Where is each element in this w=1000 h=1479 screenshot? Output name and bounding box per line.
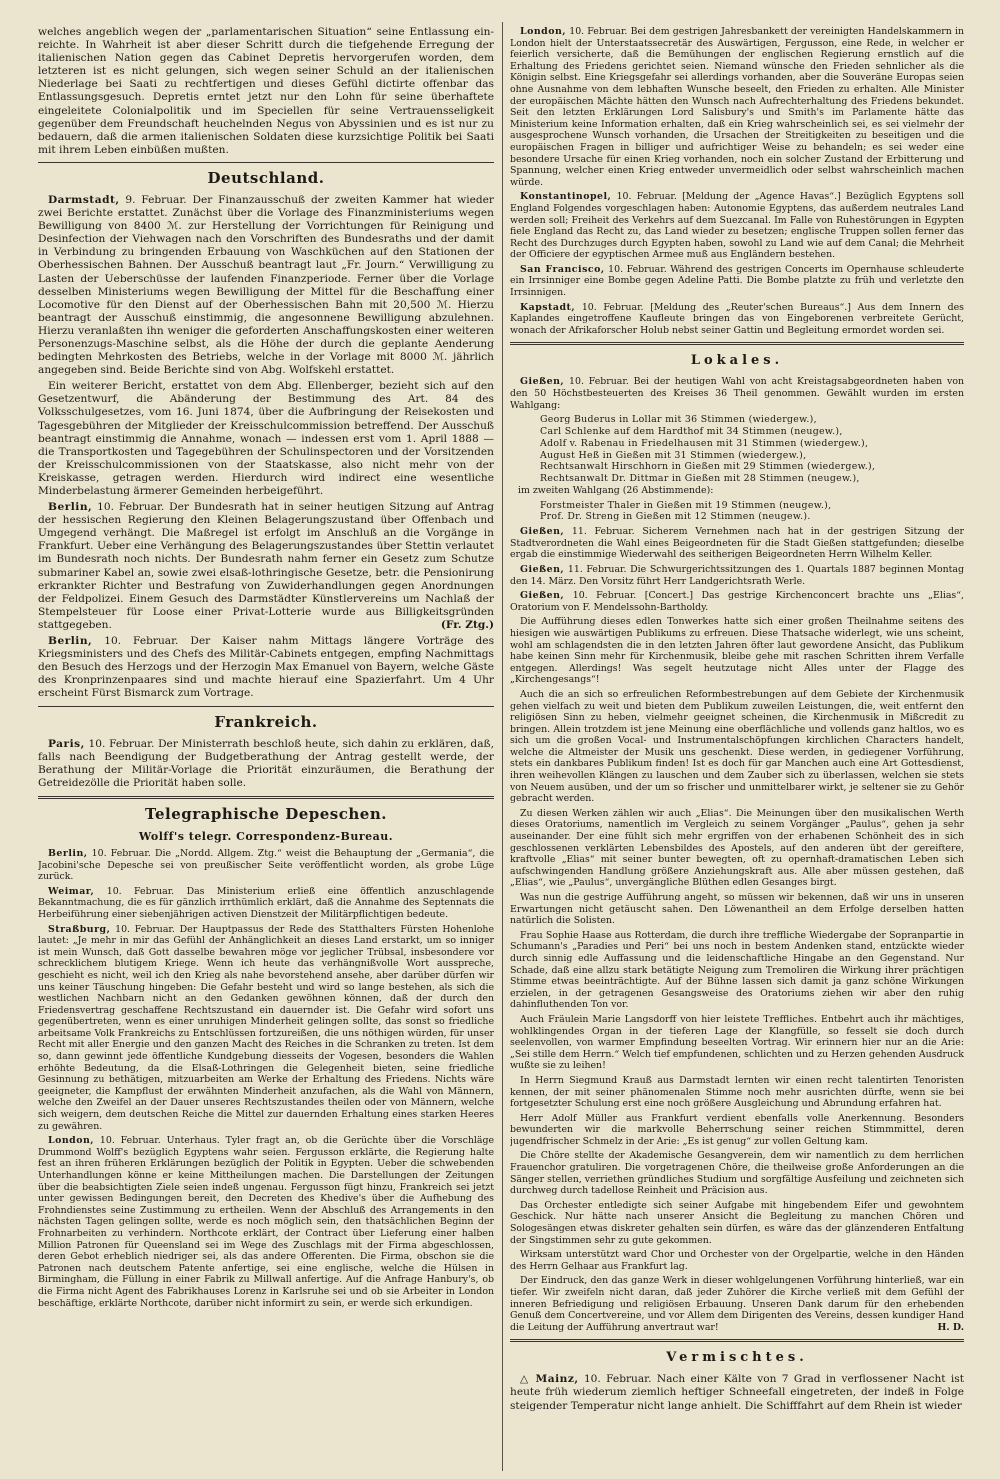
concert-paragraph: Frau Sophie Haase aus Rotterdam, die durch ihre treffliche Wiedergabe der Sopranpartie in Schumann's „Paradies und Peri“ bei uns noch in bestem Andenken stand, entzückte wieder durch sinnig edle Auffassung und die leidenschaftliche Hingabe an den Gegenstand. Nur Schade, daß eine allzu stark betätigte Neigung zum Tremoliren die Wirkung ihrer prächtigen Stimme etwas beeinträchtigte. Auf der Bühne lassen sich damit ja ganz schöne Wirkungen erzielen, in der getragenen Gesangsweise des Oratoriums ziehen wir aber den ruhig dahinfluthenden Ton vor.: [510, 929, 964, 1011]
section-title-france: Frankreich.: [214, 712, 318, 731]
article-date: 10. Februar.: [569, 26, 628, 37]
concert-paragraph: In Herrn Siegmund Krauß aus Darmstadt lernten wir einen recht talentirten Tenoristen kennen, der mit seiner phänomenalen Stimme noch mehr ausrichten dürfte, wenn sie bei fortgesetzter Schulung erst eine noch größere Ausgleichung und Abrundung erfahren hat.: [510, 1074, 964, 1110]
article-date: 11. Februar.: [567, 563, 627, 575]
candidate-entry: Georg Buderus in Lollar mit 36 Stimmen (wiedergew.),: [540, 414, 817, 426]
article-text: [Meldung des „Reuter'schen Bureaus“.] Aus dem Innern des Kaplandes eingetroffene Kaufleute bringen das von Eingeborenen verbreitete Gerücht, wonach der Afrikaforscher Holub nebst seiner Gattin und Begleitung ermordet worden sei.: [510, 301, 964, 336]
article-place: Paris,: [48, 737, 85, 750]
candidate-entry: Rechtsanwalt Hirschhorn in Gießen mit 29 Stimmen (wiedergew.),: [540, 461, 876, 473]
author-signature: H. D.: [937, 1321, 964, 1333]
article-giessen-schwurgericht: [510, 564, 964, 587]
article-place: Berlin,: [48, 847, 88, 859]
section-title-local: Lokales.: [690, 353, 784, 369]
article-place: Gießen,: [520, 590, 565, 602]
article-date: 10. Februar.: [115, 923, 175, 935]
telegram-list: [38, 848, 494, 1309]
article-place: Mainz,: [535, 1373, 579, 1386]
candidate-entry: Prof. Dr. Streng in Gießen mit 12 Stimmen (neugew.).: [540, 511, 811, 523]
candidate-entry: Carl Schlenke auf dem Hardthof mit 34 Stimmen (neugew.),: [540, 426, 843, 438]
section-divider: [510, 342, 964, 345]
article-text: Nach einer Kälte von 7 Grad in verflossener Nacht ist heute früh wiederum ziemlich heftiger Schneefall eingetreten, der indeß in Folge steigender Temperatur nicht lange anhielt. Die Schifffahrt auf dem Rhein ist wieder: [510, 1373, 964, 1412]
concert-paragraph: Die Chöre stellte der Akademische Gesangverein, dem wir namentlich zu dem herrlichen Frauenchor gratuliren. Die vorgetragenen Chöre, die theilweise große Anforderungen an die Sänger stellen, verriethen gründliches Studium und sorgfältige Ausfeilung und zeichneten sich durchweg durch tadellose Reinheit und Präcision aus.: [510, 1150, 964, 1197]
article-place: London,: [520, 26, 567, 37]
second-ballot-label: im zweiten Wahlgang (26 Abstimmende):: [518, 485, 714, 496]
section-title-telegrams: Telegraphische Depeschen.: [145, 804, 387, 823]
article-darmstadt-cont: [38, 380, 494, 498]
article-text: Während des gestrigen Concerts im Opernhause schleuderte ein Irrsinniger eine Bombe gegen Adeline Patti. Die Bombe platzte zu früh und verletzte den Irrsinnigen.: [510, 263, 964, 299]
concert-paragraph: Herr Adolf Müller aus Frankfurt verdient ebenfalls volle Anerkennung. Besonders bewunderten wir die markvolle Beherrschung seiner reichen Stimmmittel, deren jugendfrischer Schmelz in der Arie: „Es ist genug“ zur vollen Geltung kam.: [510, 1112, 964, 1147]
telegram-london-bankett: [510, 26, 964, 188]
article-text: Bei dem gestrigen Jahresbankett der vereinigten Handelskammern in London hielt der Unterstaatssecretär des Auswärtigen, Fergusson, eine Rede, in welcher er feierlich versicherte, daß die Bemühungen der englischen Regierung ernstlich auf die Erhaltung des Friedens gerichtet seien. Niemand wünsche den Frieden sehnlicher als die Königin selbst. Eine Kriegsgefahr sei allerdings vorhanden, aber die Souveräne Europas seien ohne Ausnahme von dem lebhaften Wunsche beseelt, den Frieden zu erhalten. Alle Minister der europäischen Mächte hätten den Wunsch nach Aufrechterhaltung des Friedens bekundet. Seit den letzten Erklärungen Lord Salisbury's und Smith's im Parlamente hätte das Ministerium keine Information erhalten, daß ein Krieg wahrscheinlich sei, es sei vielmehr der ausgesprochene Wunsch vorhanden, die Ursachen der Streitigkeiten zu beseitigen und die europäischen Fragen in billiger und aufrichtiger Weise zu behandeln; es sei weder eine besondere Ursache für einen Krieg vorhanden, noch ein solcher Zustand der Erbitterung und Spannung, welcher einen Krieg entweder unvermeidlich oder selbst wahrscheinlich machen würde.: [510, 26, 964, 188]
article-giessen-beigeordneter: [510, 526, 964, 561]
article-text: Die „Nordd. Allgem. Ztg.“ weist die Behauptung der „Germania“, die Jacobini'sche Depesche sei von preußischer Seite veröffentlicht worden, als grobe Lüge zurück.: [38, 847, 494, 883]
article-berlin-2: [38, 635, 494, 700]
article-place: San Francisco,: [520, 263, 605, 275]
article-mainz: [510, 1373, 964, 1412]
left-column: [38, 26, 494, 1471]
section-title-misc: Vermischtes.: [666, 1350, 808, 1366]
article-text: Das Ministerium erließ eine öffentlich anzuschlagende Bekanntmachung, die es für gänzlich irrthümlich erklärt, daß die Annahme des Septennats die Herbeiführung einer siebenjährigen activen Dienstzeit der Militärpflichtigen bedeute.: [38, 885, 494, 920]
article-date: 10. Februar.: [581, 301, 644, 313]
article-date: 10. Februar.: [91, 847, 151, 859]
section-divider: [38, 162, 494, 163]
telegram-san-francisco: [510, 264, 964, 299]
intro-paragraph: welches angeblich wegen der „parlamentarischen Situation“ seine Entlassung ein-reichte. In Wahrheit ist aber dieser Schritt durch die tiefgehende Erregung der italienischen Nation gegen das Cabinet Depretis hervorgerufen worden, dem letzteren ist es nicht gelungen, sich wegen seiner Schuld an der italienischen Niederlage bei Saati zu rechtfertigen und dieses Gefühl dictirte offenbar das Entlassungsgesuch. Depretis erntet jetzt nur den Lohn für seine überhaftete eingeleitete Colonialpolitik und im Speciellen für seine Vertrauensseligkeit gegenüber dem Freundschaft heuchelnden Negus von Abyssinien und es ist nur zu bedauern, daß die armen italienischen Soldaten diese kurzsichtige Politik bei Saati mit ihrem Leben einbüßen mußten.: [38, 26, 494, 156]
article-text: Der Bundesrath hat in seiner heutigen Sitzung auf Antrag der hessischen Regierung den Kleinen Belagerungszustand über Offenbach und Umgegend verhängt. Die Maßregel ist erfolgt im Anschluß an die Vorgänge in Frankfurt. Ueber eine Verhängung des Belagerungszustandes über Stettin verlautet im Bundesrath noch nichts. Der Bundesrath nahm ferner ein Gesetz zum Schutze submariner Kabel an, sowie zwei elsaß-lothringische Gesetze, betr. die Pensionirung erkrankter Richter und Bestrafung von Zuwiderhandlungen gegen Anordnungen der Feldpolizei. Einem Gesuch des Darmstädter Künstlervereins um Nachlaß der Stempelsteuer für Loose einer Privat-Lotterie wurde aus Billigkeitsgründen stattgegeben.: [38, 501, 494, 631]
telegram-london: [38, 1135, 494, 1309]
candidate-entry: August Heß in Gießen mit 31 Stimmen (wiedergew.),: [540, 449, 807, 461]
right-column: [510, 26, 964, 1471]
telegram-strassburg: [38, 924, 494, 1133]
article-place: Weimar,: [48, 885, 95, 897]
concert-paragraph: Auch Fräulein Marie Langsdorff von hier leistete Treffliches. Entbehrt auch ihr mächtiges, wohlklingendes Organ in der tieferen Lage der Klangfülle, so fesselt sie doch durch seelenvollen, von warmer Empfindung beseelten Vortrag. Wir erinnern hier nur an die Arie: „Sei stille dem Herrn.“ Welch tief empfundenen, schlichten und zu Herzen gehenden Ausdruck wußte sie zu leihen!: [510, 1013, 964, 1072]
article-date: 10. Februar.: [583, 1373, 652, 1386]
article-text: Der Hauptpassus der Rede des Statthalters Fürsten Hohenlohe lautet: „Je mehr in mir das Gefühl der Anhänglichkeit an dieses Land erstarkt, um so inniger ist mein Wunsch, daß Gott dasselbe bewahren möge vor jeglicher Trübsal, insbesondere vor schrecklichem blutigem Kriege. Wenn ich heute das verhängnißvolle Wort ausspreche, geschieht es nicht, weil ich den Krieg als nahe bevorstehend ansehe, aber darüber dürfen wir uns keiner Täuschung hingeben: Die Gefahr besteht und wird so lange bestehen, als sich die westlichen Nachbarn nicht an den Gedanken gewöhnen können, daß der durch den Friedensvertrag geschaffene Rechtszustand ein dauernder ist. Die Gefahr wird sofort uns gegenübertreten, wenn es einer unruhigen Minderheit gelingen sollte, das sonst so friedliche arbeitsame Volk Frankreichs zu Entschlüssen fortzureißen, die uns nöthigen würden, für unser Recht mit aller Energie und den ganzen Macht des Reiches in die Schranken zu treten. Ist dem so, dann gewinnt jede öffentliche Kundgebung diesseits der Vogesen, besonders die Wahlen erhöhte Bedeutung, da die Elsaß-Lothringen die Gelegenheit bieten, seine friedliche Gesinnung zu bethätigen, mitzuarbeiten am Werke der Erhaltung des Friedens. Nichts wäre geeigneter, die Kampflust der erwähnten Minderheit anzufachen, als die Wahl von Männern, welche den Zweifel an der Dauer unseres Rechtszustandes theilen oder von Männern, welche sich weigern, dem deutschen Reiche die Mittel zur dauernden Erhaltung eines starken Heeres zu gewähren.: [38, 923, 494, 1132]
article-text: Der Ministerrath beschloß heute, sich dahin zu erklären, daß, falls nach Beendigung der Budgetberathung der Antrag gestellt werde, der Berathung der Militär-Vorlage die Priorität einzuräumen, die Berathung der Getreidezölle die Priorität haben solle.: [38, 737, 494, 789]
telegram-list-continued: [510, 26, 964, 336]
article-giessen-concert: [510, 590, 964, 613]
article-place: Berlin,: [48, 501, 93, 514]
article-date: 10. Februar.: [616, 191, 677, 203]
candidate-entry: Adolf v. Rabenau in Friedelhausen mit 31 Stimmen (wiedergew.),: [540, 437, 869, 449]
concert-paragraph-text: Der Eindruck, den das ganze Werk in dieser wohlgelungenen Vorführung hinterließ, war ein tiefer. Wir zweifeln nicht daran, daß jeder Zuhörer die Kirche verließ mit dem Gefühl der inneren Befriedigung und religiösen Erbauung. Unseren Dank darum für den erhebenden Genuß dem Concertvereine, und vor Allem dem Dirigenten des Vereins, dessen kundiger Hand die Leitung der Aufführung anvertraut war!: [510, 1275, 964, 1333]
article-place: Konstantinopel,: [520, 191, 612, 203]
section-divider: [38, 796, 494, 799]
article-berlin-1: [38, 501, 494, 632]
candidate-entry: Forstmeister Thaler in Gießen mit 19 Stimmen (neugew.),: [540, 499, 832, 511]
article-date: 10. Februar.: [99, 1135, 161, 1147]
article-text: Bei der heutigen Wahl von acht Kreistagsabgeordneten haben von den 50 Höchstbesteuerten des Kreises 36 Theil genommen. Gewählt wurden im ersten Wahlgang:: [510, 376, 964, 411]
local-news: [510, 376, 964, 1333]
article-place: Gießen,: [520, 376, 565, 388]
article-date: 11. Februar.: [571, 526, 635, 538]
section-subtitle-telegrams: Wolff's telegr. Correspondenz-Bureau.: [138, 829, 394, 843]
article-place: Gießen,: [520, 526, 565, 538]
concert-paragraph: Die Aufführung dieses edlen Tonwerkes hatte sich einer großen Theilnahme seitens des hiesigen wie auswärtigen Publikums zu erfreuen. Diese Thatsache widerlegt, wie uns scheint, wohl am schlagendsten die in den letzten Jahren öfter laut gewordene Ansicht, das Publikum habe keinen Sinn mehr für Kirchenmusik, bleibe gehe mit raschen Schritten ihrem Verfalle entgegen. Allerdings! Was segelt heutzutage nicht Alles unter der Flagge des „Kirchengesangs“!: [510, 616, 964, 686]
article-text: Die Schwurgerichtssitzungen des 1. Quartals 1887 beginnen Montag den 14. März. Den Vorsitz führt Herr Landgerichtsrath Werle.: [510, 563, 964, 587]
article-paris: [38, 738, 494, 790]
concert-paragraph: Was nun die gestrige Aufführung angeht, so müssen wir bekennen, daß wir uns in unseren Erwartungen nicht getäuscht sahen. Den Löwenantheil an dem Erfolge derselben hatten natürlich die Solisten.: [510, 892, 964, 927]
telegram-konstantinopel: [510, 191, 964, 261]
article-text: [Concert.] Das gestrige Kirchenconcert brachte uns „Elias“, Oratorium von F. Mendelssohn-Bartholdy.: [510, 590, 964, 613]
triangle-marker-icon: △: [520, 1373, 531, 1386]
column-divider: [502, 22, 503, 1471]
article-place: Darmstadt,: [48, 193, 120, 206]
article-date: 10. Februar.: [608, 263, 667, 275]
article-place: Straßburg,: [48, 923, 111, 935]
article-date: 10. Februar.: [97, 501, 165, 514]
telegram-kapstadt: [510, 302, 964, 337]
article-date: 10. Februar.: [569, 376, 629, 388]
candidate-entry: Rechtsanwalt Dr. Dittmar in Gießen mit 28 Stimmen (neugew.),: [540, 473, 860, 485]
article-text: Der Kaiser nahm Mittags längere Vorträge des Kriegsministers und des Chefs des Militär-Cabinets entgegen, empfing Nachmittags den Besuch des Herzogs und der Herzogin Max Emanuel von Bayern, welche Gäste des Kronprinzenpaares sind und machte hierauf eine Spazierfahrt. Um 4 Uhr erscheint Fürst Bismarck zum Vortrage.: [38, 635, 494, 700]
article-place: Berlin,: [48, 635, 93, 648]
section-title-germany: Deutschland.: [207, 168, 325, 187]
concert-paragraph: Das Orchester entledigte sich seiner Aufgabe mit hingebendem Eifer und gewohntem Geschick. Nur hätte nach unserer Ansicht die Begleitung zu manchen Chören und Sologesängen etwas diskreter gehalten sein dürfen, es wäre das der glänzenderen Entfaltung der Singstimmen sehr zu gute gekommen.: [510, 1199, 964, 1246]
article-date: 10. Februar.: [104, 635, 179, 648]
candidate-list-second: [510, 500, 964, 524]
article-text: Unterhaus. Tyler fragt an, ob die Gerüchte über die Vorschläge Drummond Wolff's bezüglich Egyptens wahr seien. Fergusson erklärte, die Regierung halte fest an ihren früheren Erklärungen bezüglich der Politik in Egypten. Ueber die schwebenden Unterhandlungen könne er keine Mittheilungen machen. Die Darstellungen der Zeitungen über die beabsichtigten Ziele seien indeß ungenau. Fergusson fügt hinzu, Frankreich sei jetzt unter gewissen Bedingungen bereit, den Decreten des Khedive's über die Aufhebung des Frohndienstes seine Zustimmung zu ertheilen. Wenn der Abschluß des Arrangements in den nächsten Tagen gelingen sollte, werde es noch möglich sein, den thatsächlichen Beginn der Frohnarbeiten zu verhindern. Northcote erklärt, der Contract über Lieferung einer halben Million Patronen für Queensland sei im Wege des Zuschlags mit der Firma abgeschlossen, deren Gebot erheblich niedriger sei, als das andere Offerenten. Die Firma, obschon sie die Patronen nach deutschem Patente anfertige, sei eine englische, welche die Hülsen in Birmingham, die Füllung in einer Fabrik zu Millwall anfertige. Auf die Anfrage Hanbury's, ob die Firma nicht Agent des Fabrikhauses Lorenz in Karlsruhe sei und ob sie Arbeiter in London beschäftige, erklärte Northcote, darüber nicht informirt zu sein, er werde sich erkundigen.: [38, 1135, 494, 1309]
article-place: Kapstadt,: [520, 301, 576, 313]
article-text: Sicherem Vernehmen nach hat in der gestrigen Sitzung der Stadtverordneten die Wahl eines Beigeordneten für die Stadt Gießen stattgefunden; dieselbe ergab die einstimmige Wiederwahl des seitherigen Beigeordneten Herrn Wilhelm Keller.: [510, 526, 964, 561]
article-place: Gießen,: [520, 563, 565, 575]
article-place: London,: [48, 1135, 95, 1147]
telegram-weimar: [38, 886, 494, 921]
concert-paragraph: Auch die an sich so erfreulichen Reformbestrebungen auf dem Gebiete der Kirchenmusik gehen vielfach zu weit und bieten dem Publikum zuweilen Leistungen, die, weit entfernt den religiösen Sinn zu heben, vielmehr geeignet scheinen, die Kirchenmusik in Mißcredit zu bringen. Allein trotzdem ist jene Meinung eine oberflächliche und vollends ganz haltlos, wo es sich um die großen Vocal- und Instrumentalschöpfungen kirchlichen Characters handelt, welche die Altmeister der Musik uns geschenkt. Diese werden, in gediegener Vorführung, stets ein dankbares Publikum finden! Ist es doch für gar Manchen auch eine Art Gottesdienst, ihren weihevollen Klängen zu lauschen und dem Zauber sich zu überlassen, welchen sie stets von Neuem ausüben, und der um so frischer und unmittelbarer wirkt, je seltener sie zu Gehör gebracht werden.: [510, 688, 964, 805]
article-text: Ein weiterer Bericht, erstattet von dem Abg. Ellenberger, bezieht sich auf den Gesetzentwurf, die Abänderung der Bestimmung des Art. 84 des Volksschulgesetzes, vom 16. Juni 1874, über die Aufbringung der Reisekosten und Tagesgebühren der Mitglieder der Kreisschulcommission betreffend. Der Ausschuß beantragt einstimmig die Annahme, wonach — indessen erst vom 1. April 1888 — die Transportkosten und Tagegebühren der Schulinspectoren und der Vorsitzenden der Kreisschulcommissionen von der Staatskasse, also nicht mehr von der Kreiskasse, getragen werden. Hierdurch wird indirect eine wesentliche Minderbelastung ärmerer Gemeinden herbeigeführt.: [38, 380, 494, 497]
concert-paragraph: [510, 1275, 964, 1333]
concert-paragraph: Zu diesen Werken zählen wir auch „Elias“. Die Meinungen über den musikalischen Werth dieses Oratoriums, namentlich im Vergleich zu seinem Vorgänger „Paulus“, gehen ja sehr auseinander. Der eine fühlt sich mehr ergriffen von der erhabenen Schönheit des in sich geschlossenen verklärten Lebensbildes des Apostels, auf den anderen übt der gereiftere, kraftvolle „Elias“ mit seiner bunter bewegten, oft zu opernhaft-dramatischen Leben sich aufschwingenden Handlung größere Anziehungskraft aus. Alle aber müssen gestehen, daß „Elias“, wie „Paulus“, unvergängliche Blüthen edlen Gesanges birgt.: [510, 807, 964, 889]
article-date: 10. Februar.: [88, 737, 155, 750]
telegram-berlin: [38, 848, 494, 883]
article-giessen-election: [510, 376, 964, 411]
concert-paragraph: Wirksam unterstützt ward Chor und Orchester von der Orgelpartie, welche in den Händen des Herrn Gelhaar aus Frankfurt lag.: [510, 1249, 964, 1272]
article-darmstadt: [38, 194, 494, 377]
article-date: 10. Februar.: [106, 885, 175, 897]
article-source: (Fr. Ztg.): [440, 618, 494, 631]
candidate-list-first: [510, 414, 964, 485]
section-divider: [510, 1339, 964, 1342]
section-divider: [38, 706, 494, 707]
article-text: [Meldung der „Agence Havas“.] Bezüglich Egyptens soll England Folgendes vorgeschlagen haben: Autonomie Egyptens, das außerdem neutrales Land werden soll; Freiheit des Verkehrs auf dem Suezcanal. Im Falle von Ruhestörungen in Egypten fiele England das Recht zu, das Land wieder zu besetzen; englische Truppen sollen ferner das Recht des Durchzuges durch Egypten haben, sowohl zu Land wie auf dem Canal; die Mehrheit der Officiere der egyptischen Armee muß aus Engländern bestehen.: [510, 191, 964, 261]
article-text: Der Finanzausschuß der zweiten Kammer hat wieder zwei Berichte erstattet. Zunächst über die Vorlage des Finanzministeriums wegen Bewilligung von 8400 ℳ. zur Herstellung der Vorrichtungen für Reinigung und Desinfection der Viehwagen nach den Vorschriften des Bundesraths und der damit in Verbindung zu bringenden Erbauung von Waschküchen auf den Stationen der Oberhessischen Bahnen. Der Ausschuß beantragt laut „Fr. Journ.“ Verwilligung zu Lasten der Ueberschüsse der laufenden Finanzperiode. Ferner über die Vorlage desselben Ministeriums wegen Bewilligung der Mittel für die Beschaffung einer Locomotive für den Dienst auf der Oberhessischen Bahn mit 20,500 ℳ. Hierzu beantragt der Ausschuß einstimmig, die angesonnene Bewilligung abzulehnen. Hierzu veranlaßten ihn weniger die geforderten Anschaffungskosten einer weiteren Personenzugs-Maschine selbst, als die Höhe der durch die geplante Aenderung bedingten Mehrkosten des Betriebs, welche in der Vorlage mit 8000 ℳ. jährlich angegeben sind. Beide Berichte sind von Abg. Wolfskehl erstattet.: [38, 193, 494, 377]
article-date: 9. Februar.: [125, 193, 187, 206]
article-date: 10. Februar.: [572, 590, 637, 602]
